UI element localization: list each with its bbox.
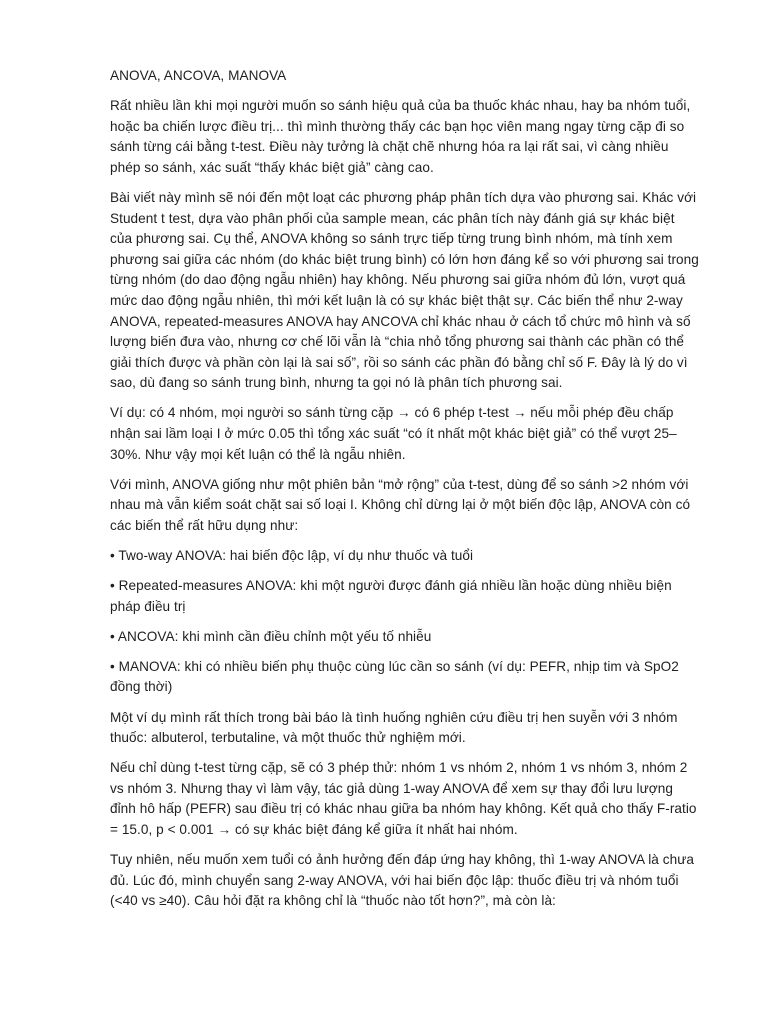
paragraph-intro: Rất nhiều lần khi mọi người muốn so sánh hiệu quả của ba thuốc khác nhau, hay ba nhóm tuổi, hoặc ba chiến lược điều trị... thì mình thường thấy các bạn học viên mang ngay từng cặp đi so sánh từng cái bằng t-test. Điều này tưởng là chặt chẽ nhưng hóa ra lại rất sai, vì càng nhiều phép so sánh, xác suất “thấy khác biệt giả” càng cao.: [110, 98, 691, 175]
document-title: ANOVA, ANCOVA, MANOVA: [110, 68, 287, 83]
list-item-ancova: • ANCOVA: khi mình cần điều chỉnh một yếu tố nhiễu: [110, 628, 432, 644]
document-body: [110, 66, 700, 921]
list-item-two-way-anova: • Two-way ANOVA: hai biến độc lập, ví dụ như thuốc và tuổi: [110, 547, 474, 563]
paragraph-anova-extension: Với mình, ANOVA giống như một phiên bản “mở rộng” của t-test, dùng để so sánh >2 nhóm với nhau mà vẫn kiểm soát chặt sai số loại I. Không chỉ dừng lại ở một biến độc lập, ANOVA còn có các biến thể rất hữu dụng như:: [110, 476, 691, 533]
paragraph-asthma-example: Một ví dụ mình rất thích trong bài báo là tình huống nghiên cứu điều trị hen suyễn với 3 nhóm thuốc: albuterol, terbutaline, và một thuốc thử nghiệm mới.: [110, 709, 678, 746]
list-item-manova: • MANOVA: khi có nhiều biến phụ thuộc cùng lúc cần so sánh (ví dụ: PEFR, nhịp tim và SpO2 đồng thời): [110, 658, 679, 695]
paragraph-two-way-anova: Tuy nhiên, nếu muốn xem tuổi có ảnh hưởng đến đáp ứng hay không, thì 1-way ANOVA là chưa đủ. Lúc đó, mình chuyển sang 2-way ANOVA, với hai biến độc lập: thuốc điều trị và nhóm tuổi (<40 vs ≥40). Câu hỏi đặt ra không chỉ là “thuốc nào tốt hơn?”, mà còn là:: [110, 852, 694, 909]
paragraph-variance-methods: Bài viết này mình sẽ nói đến một loạt các phương pháp phân tích dựa vào phương sai. Khác với Student t test, dựa vào phân phối của sample mean, các phân tích này đánh giá sự khác biệt của phương sai. Cụ thể, ANOVA không so sánh trực tiếp từng trung bình nhóm, mà tính xem phương sai giữa các nhóm (do khác biệt trung bình) có lớn hơn đáng kể so với phương sai trong từng nhóm (do dao động ngẫu nhiên) hay không. Nếu phương sai giữa nhóm đủ lớn, vượt quá mức dao động ngẫu nhiên, thì mới kết luận là có sự khác biệt thật sự. Các biến thể như 2-way ANOVA, repeated-measures ANOVA hay ANCOVA chỉ khác nhau ở cách tổ chức mô hình và số lượng biến đưa vào, nhưng cơ chế lõi vẫn là “chia nhỏ tổng phương sai thành các phần có thể giải thích được và phần còn lại là sai số”, rồi so sánh các phần đó bằng chỉ số F. Đây là lý do vì sao, dù đang so sánh trung bình, nhưng ta gọi nó là phân tích phương sai.: [110, 189, 699, 391]
paragraph-example-type1-error: Ví dụ: có 4 nhóm, mọi người so sánh từng cặp → có 6 phép t-test → nếu mỗi phép đều chấp nhận sai lầm loại I ở mức 0.05 thì tổng xác suất “có ít nhất một khác biệt giả” có thể vượt 25–30%. Như vậy mọi kết luận có thể là ngẫu nhiên.: [110, 405, 677, 462]
paragraph-one-way-anova-result: Nếu chỉ dùng t-test từng cặp, sẽ có 3 phép thử: nhóm 1 vs nhóm 2, nhóm 1 vs nhóm 3, nhóm 2 vs nhóm 3. Nhưng thay vì làm vậy, tác giả dùng 1-way ANOVA để xem sự thay đổi lưu lượng đỉnh hô hấp (PEFR) sau điều trị có khác nhau giữa ba nhóm hay không. Kết quả cho thấy F-ratio = 15.0, p < 0.001 → có sự khác biệt đáng kể giữa ít nhất hai nhóm.: [110, 760, 697, 837]
list-item-repeated-measures-anova: • Repeated-measures ANOVA: khi một người được đánh giá nhiều lần hoặc dùng nhiều biện pháp điều trị: [110, 578, 672, 614]
